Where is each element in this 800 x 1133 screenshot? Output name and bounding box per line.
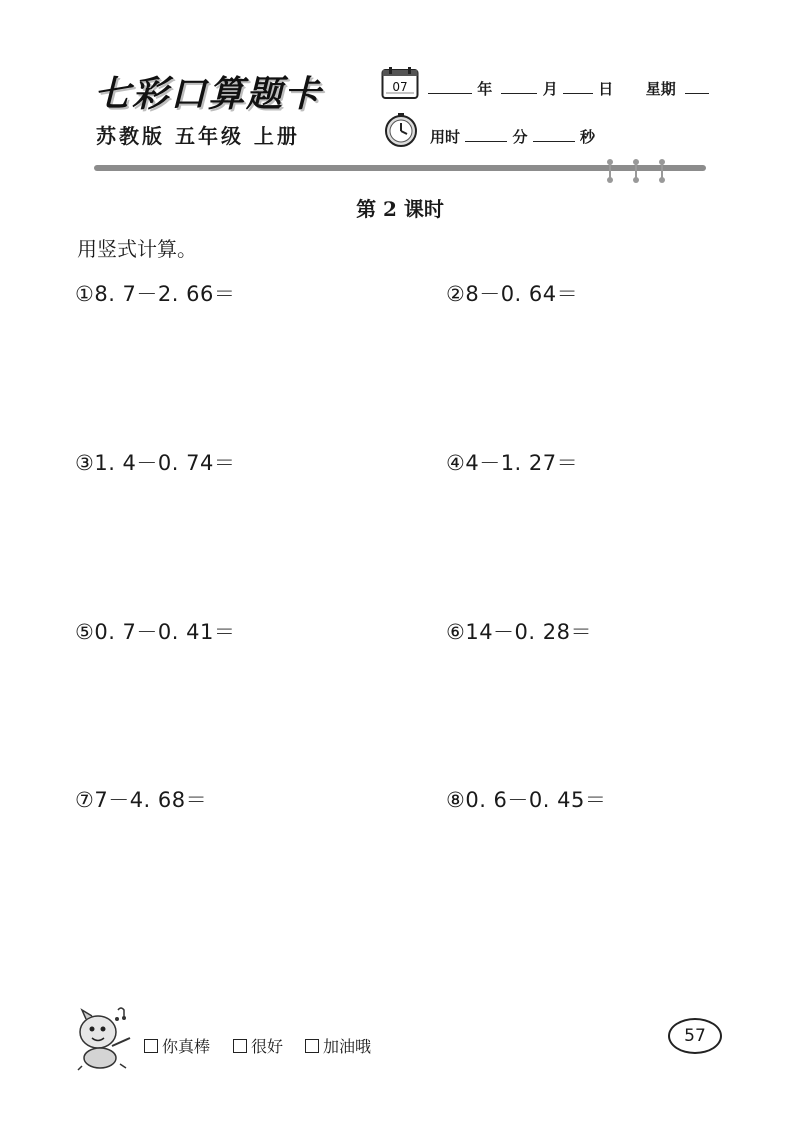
rating-label: 加油哦 xyxy=(323,1037,372,1056)
checkbox[interactable] xyxy=(233,1039,247,1053)
rating-option-good[interactable] xyxy=(233,1034,283,1057)
problem-expression: 1. 4－0. 74＝ xyxy=(94,451,236,475)
pin-icon xyxy=(606,158,614,184)
problem-expression: 4－1. 27＝ xyxy=(465,451,579,475)
pin-icon xyxy=(632,158,640,184)
clock-icon xyxy=(383,112,419,148)
calendar-icon xyxy=(381,66,419,100)
problem-expression: 0. 6－0. 45＝ xyxy=(465,788,607,812)
problem-5[interactable] xyxy=(75,616,235,646)
instruction-text: 用竖式计算。 xyxy=(77,237,197,261)
time-fill-line xyxy=(430,126,595,147)
calendar-number: 07 xyxy=(392,80,408,94)
mascot-icon xyxy=(72,1002,136,1072)
day-label: 日 xyxy=(598,80,614,98)
weekday-label: 星期 xyxy=(645,80,676,98)
problem-6[interactable] xyxy=(446,616,592,646)
minute-label: 分 xyxy=(512,128,528,146)
problem-index: ⑦ xyxy=(75,788,95,812)
rating-label: 很好 xyxy=(251,1037,284,1056)
checkbox[interactable] xyxy=(305,1039,319,1053)
problem-2[interactable] xyxy=(446,278,578,308)
problem-expression: 0. 7－0. 41＝ xyxy=(94,620,236,644)
problem-7[interactable] xyxy=(75,784,207,814)
second-blank[interactable] xyxy=(533,126,575,142)
brand-title: 七彩口算题卡 xyxy=(94,73,323,115)
problem-index: ⑧ xyxy=(446,788,466,812)
month-blank[interactable] xyxy=(501,78,537,94)
problem-expression: 14－0. 28＝ xyxy=(465,620,592,644)
problem-index: ② xyxy=(446,282,466,306)
lesson-title: 第 2 课时 xyxy=(356,197,444,221)
month-label: 月 xyxy=(542,80,558,98)
rating-option-keep-going[interactable] xyxy=(305,1034,371,1057)
year-blank[interactable] xyxy=(428,78,472,94)
problem-index: ⑤ xyxy=(75,620,95,644)
problem-index: ③ xyxy=(75,451,95,475)
page-number: 57 xyxy=(668,1018,722,1054)
problem-4[interactable] xyxy=(446,447,578,477)
problem-index: ④ xyxy=(446,451,466,475)
year-label: 年 xyxy=(477,80,493,98)
second-label: 秒 xyxy=(579,128,595,146)
rating-label: 你真棒 xyxy=(162,1037,211,1056)
time-used-label: 用时 xyxy=(430,128,461,146)
problem-index: ⑥ xyxy=(446,620,466,644)
header-divider xyxy=(94,165,706,171)
problem-expression: 8－0. 64＝ xyxy=(465,282,579,306)
day-blank[interactable] xyxy=(563,78,593,94)
edition-subtitle: 苏教版 五年级 上册 xyxy=(96,124,300,148)
problem-8[interactable] xyxy=(446,784,606,814)
problem-expression: 7－4. 68＝ xyxy=(94,788,208,812)
pin-icon xyxy=(658,158,666,184)
minute-blank[interactable] xyxy=(465,126,507,142)
date-fill-line xyxy=(428,78,709,99)
problem-3[interactable] xyxy=(75,447,235,477)
problem-expression: 8. 7－2. 66＝ xyxy=(94,282,236,306)
weekday-blank[interactable] xyxy=(685,78,709,94)
checkbox[interactable] xyxy=(144,1039,158,1053)
problem-1[interactable] xyxy=(75,278,235,308)
rating-option-great[interactable] xyxy=(144,1034,210,1057)
problem-index: ① xyxy=(75,282,95,306)
